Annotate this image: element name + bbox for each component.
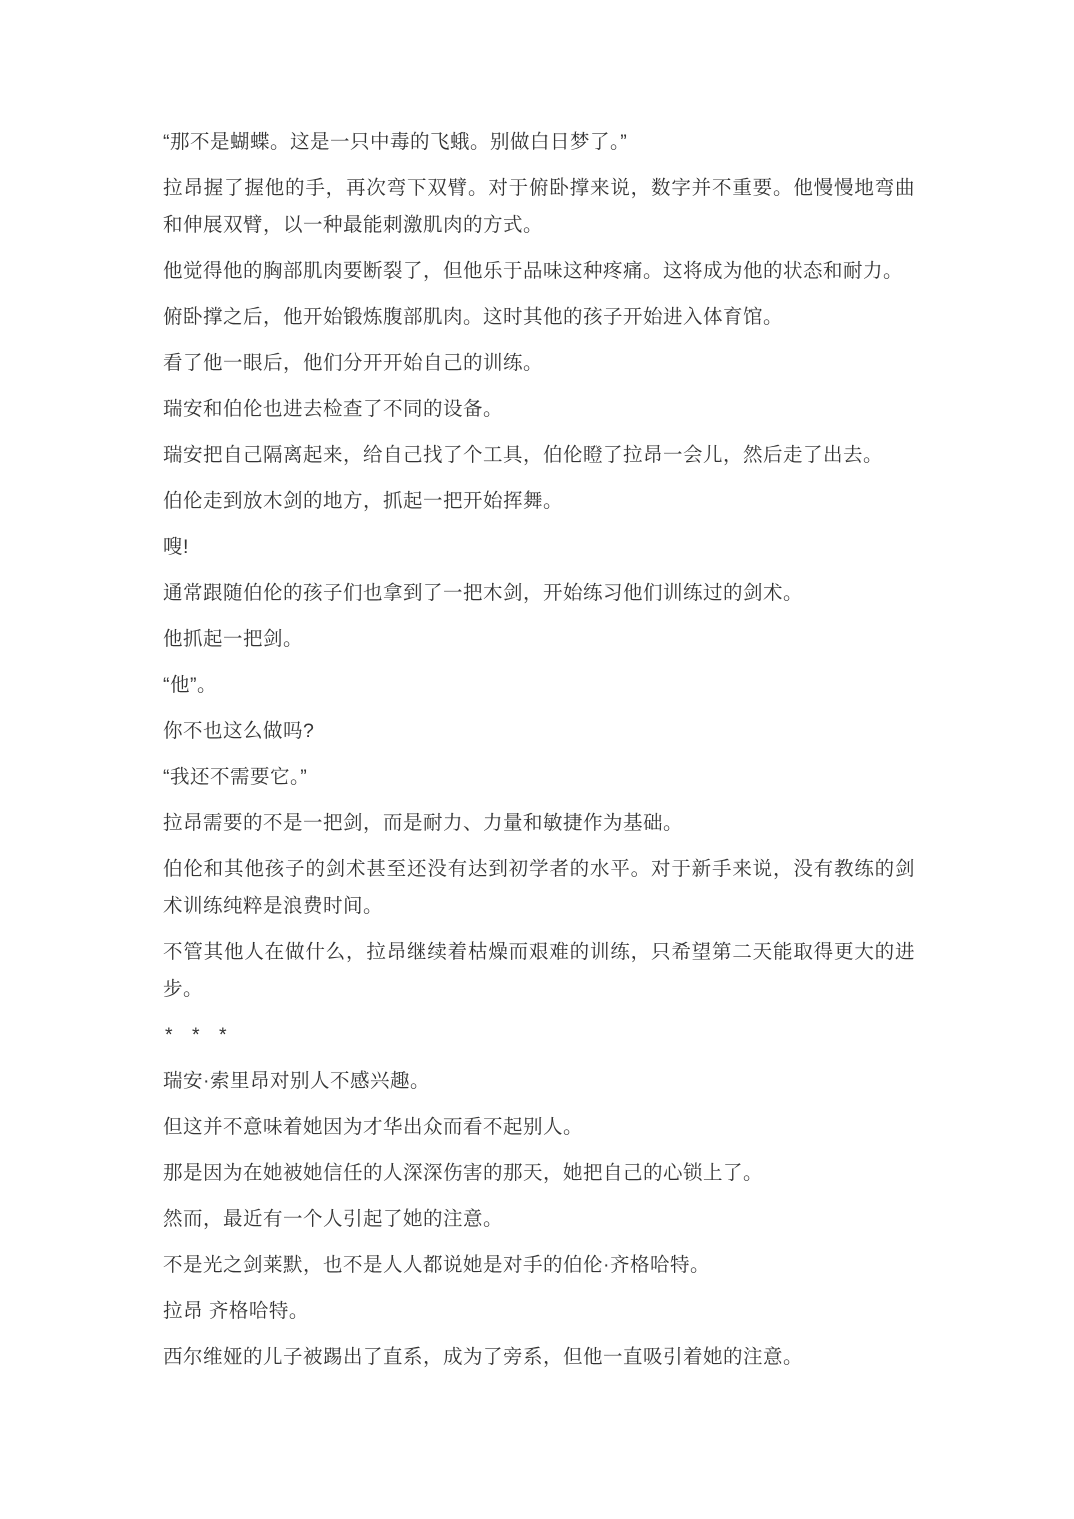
- paragraph: 不管其他人在做什么，拉昂继续着枯燥而艰难的训练，只希望第二天能取得更大的进步。: [163, 941, 915, 1000]
- paragraph: 瑞安把自己隔离起来，给自己找了个工具，伯伦瞪了拉昂一会儿，然后走了出去。: [163, 444, 884, 466]
- paragraph: 伯伦走到放木剑的地方，抓起一把开始挥舞。: [163, 490, 564, 512]
- paragraph: “那不是蝴蝶。这是一只中毒的飞蛾。别做白日梦了。”: [163, 131, 628, 153]
- paragraph: 通常跟随伯伦的孩子们也拿到了一把木剑，开始练习他们训练过的剑术。: [163, 582, 804, 604]
- paragraph: 伯伦和其他孩子的剑术甚至还没有达到初学者的水平。对于新手来说，没有教练的剑术训练纯粹是浪费时间。: [163, 858, 915, 917]
- scene-separator: * * *: [165, 1024, 231, 1046]
- paragraph: 瑞安·索里昂对别人不感兴趣。: [163, 1070, 430, 1092]
- paragraph: 然而，最近有一个人引起了她的注意。: [163, 1208, 504, 1230]
- paragraph: 俯卧撑之后，他开始锻炼腹部肌肉。这时其他的孩子开始进入体育馆。: [163, 306, 784, 328]
- paragraph: 但这并不意味着她因为才华出众而看不起别人。: [163, 1116, 584, 1138]
- document-content: [163, 124, 915, 1376]
- paragraph: 西尔维娅的儿子被踢出了直系，成为了旁系，但他一直吸引着她的注意。: [163, 1346, 804, 1368]
- paragraph: 拉昂握了握他的手，再次弯下双臂。对于俯卧撑来说，数字并不重要。他慢慢地弯曲和伸展双臂，以一种最能刺激肌肉的方式。: [163, 177, 915, 236]
- paragraph: 拉昂 齐格哈特。: [163, 1300, 309, 1322]
- paragraph: 他抓起一把剑。: [163, 628, 304, 650]
- paragraph: 嗖!: [163, 536, 189, 558]
- paragraph: 不是光之剑莱默，也不是人人都说她是对手的伯伦·齐格哈特。: [163, 1254, 710, 1276]
- paragraph: “他”。: [163, 674, 217, 696]
- paragraph: 他觉得他的胸部肌肉要断裂了，但他乐于品味这种疼痛。这将成为他的状态和耐力。: [163, 260, 904, 282]
- paragraph: “我还不需要它。”: [163, 766, 308, 788]
- paragraph: 你不也这么做吗?: [163, 720, 315, 742]
- paragraph: 瑞安和伯伦也进去检查了不同的设备。: [163, 398, 504, 420]
- paragraph: 拉昂需要的不是一把剑，而是耐力、力量和敏捷作为基础。: [163, 812, 684, 834]
- paragraph: 看了他一眼后，他们分开开始自己的训练。: [163, 352, 544, 374]
- paragraph: 那是因为在她被她信任的人深深伤害的那天，她把自己的心锁上了。: [163, 1162, 764, 1184]
